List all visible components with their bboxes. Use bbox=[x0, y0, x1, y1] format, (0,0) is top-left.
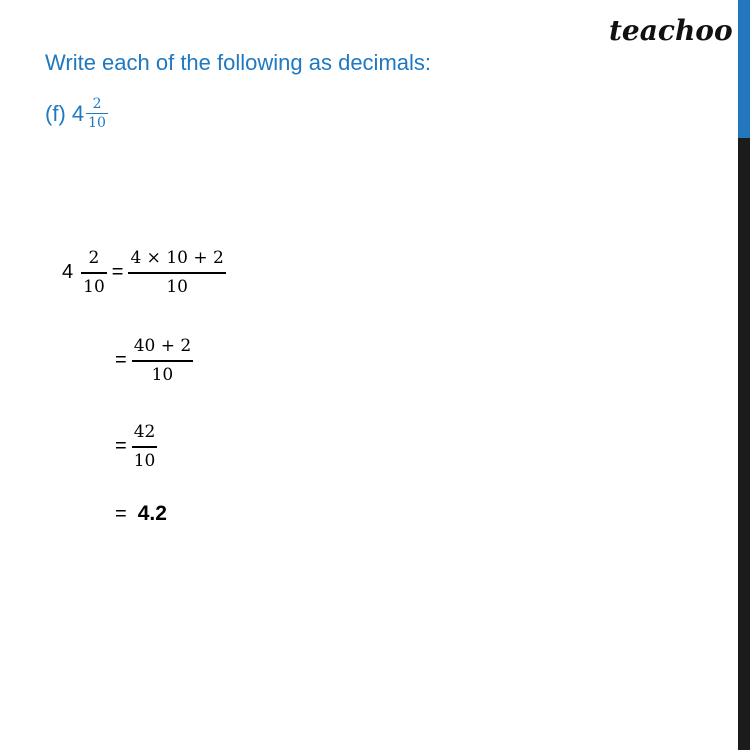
question-part-f bbox=[45, 97, 108, 130]
solution-step-2 bbox=[110, 338, 193, 384]
fraction-bar bbox=[86, 113, 108, 114]
fraction-denominator: 10 bbox=[88, 115, 106, 131]
improper-fraction bbox=[128, 250, 225, 296]
fraction-numerator: 2 bbox=[88, 248, 100, 268]
fraction-numerator: 40 + 2 bbox=[133, 336, 192, 356]
sidebar-accent-bar bbox=[738, 0, 750, 138]
final-answer: 4.2 bbox=[137, 502, 167, 525]
equals-sign: = bbox=[115, 349, 127, 372]
equals-sign: = bbox=[115, 435, 127, 458]
solution-step-1 bbox=[62, 250, 226, 296]
mixed-fraction bbox=[81, 250, 107, 296]
fraction-bar bbox=[128, 272, 225, 274]
fraction bbox=[132, 424, 158, 470]
fraction-bar bbox=[132, 360, 194, 362]
fraction-denominator: 10 bbox=[133, 450, 156, 471]
equals-sign: = bbox=[115, 502, 127, 525]
fraction-denominator: 10 bbox=[166, 276, 188, 297]
fraction-bar bbox=[132, 446, 158, 448]
whole-number: 4 bbox=[62, 261, 74, 284]
mixed-fraction bbox=[86, 97, 108, 130]
equals-sign: = bbox=[111, 261, 124, 284]
sidebar-dark-bar bbox=[738, 138, 750, 750]
teachoo-logo: teachoo bbox=[609, 14, 733, 47]
fraction-numerator: 2 bbox=[92, 96, 102, 112]
question-text: Write each of the following as decimals: bbox=[45, 50, 431, 75]
solution-step-4 bbox=[110, 502, 167, 526]
fraction-bar bbox=[81, 272, 107, 274]
part-label: (f) 4 bbox=[45, 100, 85, 126]
solution-step-3 bbox=[110, 424, 157, 470]
fraction bbox=[132, 338, 194, 384]
fraction-denominator: 10 bbox=[83, 276, 105, 297]
fraction-numerator: 42 bbox=[133, 422, 156, 442]
fraction-denominator: 10 bbox=[151, 364, 174, 385]
fraction-numerator: 4 × 10 + 2 bbox=[130, 248, 224, 268]
